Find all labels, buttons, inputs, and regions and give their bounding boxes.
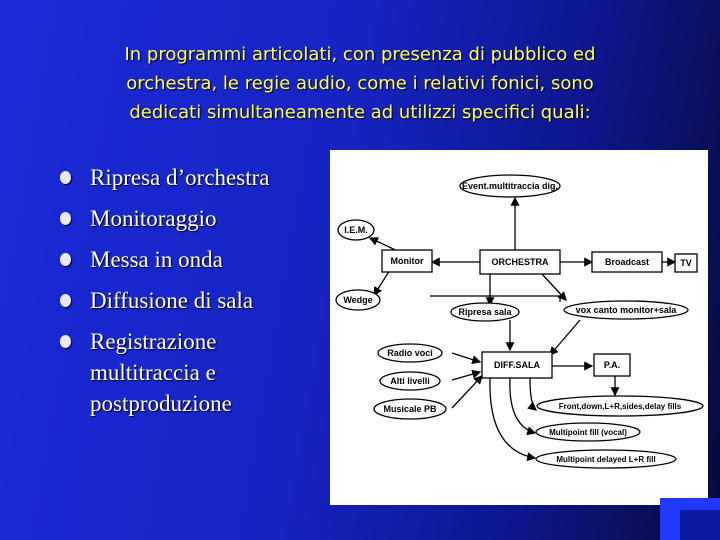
label-alti: Alti livelli [390,376,430,386]
bullet-text: Diffusione di sala [90,288,254,313]
diagram-svg [330,150,708,505]
edge-diff-front [530,378,536,410]
label-diff: DIFF.SALA [494,360,540,370]
label-radio: Radio voci [387,348,433,358]
label-mpvocal: Multipoint fill (vocal) [549,428,627,437]
bullet-item [60,285,330,316]
label-ripresa: Ripresa sala [458,307,512,317]
edge-monitor-wedge [374,270,390,295]
label-vox: vox canto monitor+sala [575,305,677,315]
bullet-text: Messa in onda [90,247,223,272]
bullet-text: Monitoraggio [90,206,217,231]
bullet-item [60,244,330,275]
edge-musicale-diff [452,376,482,408]
decorative-corner-square [680,510,720,540]
label-wedge: Wedge [343,295,373,305]
slide-title [60,40,660,127]
signal-flow-diagram [330,150,708,505]
label-orchestra: ORCHESTRA [491,257,549,267]
title-line-2: orchestra, le regie audio, come i relativi fonici, sono [126,73,594,94]
diagram-nodes [336,175,703,468]
label-musicale: Musicale PB [383,404,437,414]
bullet-item [60,162,330,193]
label-event: Event.multitraccia dig. [461,181,559,191]
label-broadcast: Broadcast [604,257,650,267]
edge-diff-mpvocal [510,378,535,433]
bullet-dot-icon [60,212,71,225]
edge-diff-mpdelayed [490,378,535,458]
diagram-labels [343,181,691,464]
title-line-3: dedicati simultaneamente ad utilizzi specifici quali: [129,102,591,123]
bullet-dot-icon [60,294,71,307]
label-monitor: Monitor [390,256,424,266]
bullet-dot-icon [60,171,71,184]
bullet-dot-icon [60,335,71,348]
edge-vox-diff [550,320,580,355]
label-tv: TV [680,258,692,268]
label-pa: P.A. [603,360,621,370]
bullet-dot-icon [60,253,71,266]
label-front: Front,down,L+R,sides,delay fills [558,402,682,411]
bullet-item [60,326,330,419]
label-iem: I.E.M. [344,225,368,235]
label-mpdelayed: Multipoint delayed L+R fill [556,455,656,464]
title-line-1: In programmi articolati, con presenza di pubblico ed [124,44,596,65]
bullet-text: Ripresa d’orchestra [90,165,270,190]
edge-radio-diff [452,353,480,362]
bullet-text: Registrazione multitraccia e postproduzione [90,329,232,416]
bullet-list [60,162,330,429]
edge-alti-diff [452,372,480,380]
bullet-item [60,203,330,234]
